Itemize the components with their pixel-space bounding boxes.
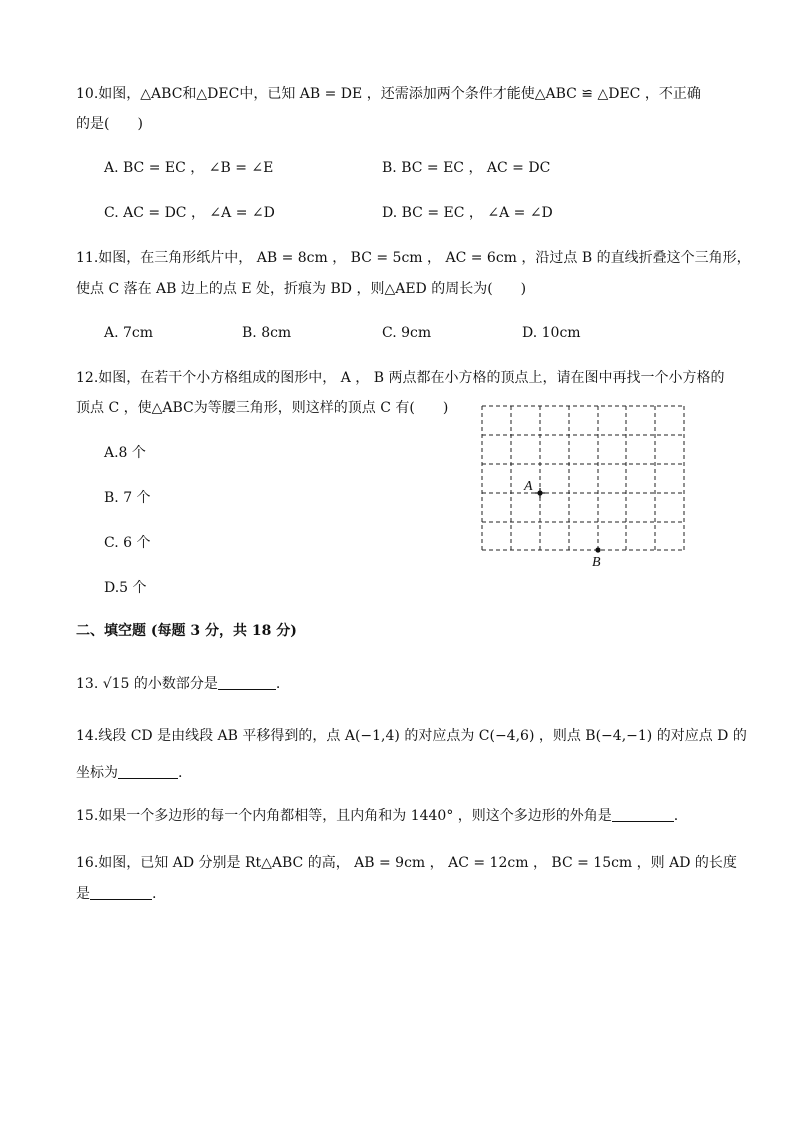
q16-line1: 16.如图，已知 AD 分别是 Rt△ABC 的高， AB = 9cm ， AC = 12cm ， BC = 15cm ，则 AD 的长度: [76, 855, 737, 871]
q16-line2: [76, 884, 156, 904]
q12-option-c: C. 6 个: [104, 535, 151, 551]
q14-line1: 14.线段 CD 是由线段 AB 平移得到的，点 A(−1,4) 的对应点为 C(−4,6) ，则点 B(−4,−1) 的对应点 D 的: [76, 728, 747, 744]
q10-option-c: C. AC = DC ， ∠A = ∠D: [104, 205, 275, 221]
q14-answer-blank[interactable]: [118, 764, 178, 779]
q11-option-a: A. 7cm: [104, 325, 154, 341]
q11-stem-line1: 11.如图，在三角形纸片中， AB = 8cm ， BC = 5cm ， AC = 6cm ，沿过点 B 的直线折叠这个三角形，: [76, 250, 751, 266]
q15-answer-blank[interactable]: [612, 807, 674, 822]
q12-stem-line1: 12.如图，在若干个小方格组成的图形中， A ， B 两点都在小方格的顶点上，请在图中再找一个小方格的: [76, 370, 725, 386]
q10-option-a: A. BC = EC ， ∠B = ∠E: [104, 160, 274, 176]
q13-text: 13. √15 的小数部分是: [76, 676, 218, 692]
q11-option-b: B. 8cm: [242, 325, 292, 341]
point-b-marker: [595, 547, 600, 552]
grid-svg: [478, 402, 690, 572]
q14-text: 坐标为: [76, 765, 118, 781]
q14-end: .: [178, 765, 183, 781]
q10-stem-line2: 的是( ): [76, 116, 143, 132]
q12-grid-figure: [478, 402, 690, 572]
q14-line2: [76, 763, 182, 783]
q13-end: .: [275, 676, 281, 692]
q12-option-d: D.5 个: [104, 580, 147, 596]
q15-end: .: [673, 808, 679, 824]
q16-end: .: [152, 886, 157, 902]
q12-option-a: A.8 个: [104, 445, 146, 461]
q11-option-d: D. 10cm: [522, 325, 581, 341]
q11-stem-line2: 使点 C 落在 AB 边上的点 E 处，折痕为 BD ，则△AED 的周长为( ): [76, 281, 527, 297]
q11-option-c: C. 9cm: [382, 325, 432, 341]
q12-stem-line2: 顶点 C ，使△ABC为等腰三角形，则这样的顶点 C 有( ): [76, 400, 449, 416]
q13-answer-blank[interactable]: [218, 675, 276, 690]
q16-text: 是: [76, 886, 90, 902]
q10-stem-line1: 10.如图，△ABC和△DEC中，已知 AB = DE ，还需添加两个条件才能使△ABC ≌ △DEC ，不正确: [76, 86, 701, 102]
q10-option-b: B. BC = EC ， AC = DC: [382, 160, 551, 176]
point-a-marker: [535, 488, 545, 498]
q16-answer-blank[interactable]: [90, 885, 152, 900]
grid-lines: [482, 406, 684, 550]
point-a-label: A: [524, 479, 533, 494]
q15-text: 15.如果一个多边形的每一个内角都相等，且内角和为 1440° ，则这个多边形的外角是: [76, 808, 612, 824]
q15-line: [76, 806, 678, 826]
section-2-heading: 二、填空题 (每题 3 分，共 18 分): [76, 623, 297, 639]
point-b-label: B: [592, 555, 601, 570]
q12-option-b: B. 7 个: [104, 490, 151, 506]
q13-line: [76, 674, 280, 694]
q10-option-d: D. BC = EC ， ∠A = ∠D: [382, 205, 553, 221]
